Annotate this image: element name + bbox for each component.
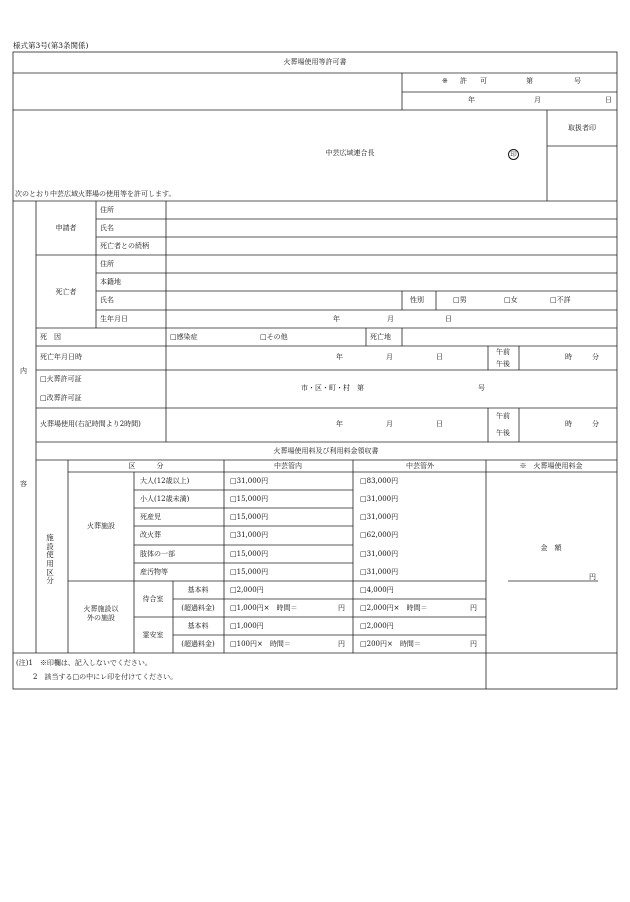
death-hour: 時 xyxy=(565,353,572,361)
amount-label: 金 額 xyxy=(540,544,562,552)
head-outside: 中芸管外 xyxy=(406,462,434,470)
row4-outside-checkbox[interactable]: □ 62,000円 xyxy=(360,532,398,539)
row5-inside-checkbox[interactable]: □ 15,000円 xyxy=(230,551,268,558)
death-pm: 午後 xyxy=(496,360,510,368)
death-datetime-label: 死亡年月日時 xyxy=(40,353,82,361)
permit-go: 号 xyxy=(574,77,581,85)
birth-month: 月 xyxy=(387,315,394,323)
use-year: 年 xyxy=(336,420,343,428)
amount-yen: 円 xyxy=(589,573,596,581)
authority-name: 中芸広域連合長 xyxy=(325,149,375,157)
waiting-excess-label: (超過料金) xyxy=(181,604,215,612)
sex-female-checkbox[interactable]: □ 女 xyxy=(504,297,518,304)
deceased-address-label: 住所 xyxy=(100,260,114,268)
sex-unknown-checkbox[interactable]: □ 不詳 xyxy=(550,297,571,304)
waiting-base-outside-checkbox[interactable]: □ 4,000円 xyxy=(360,587,394,594)
cause-other-checkbox[interactable]: □ その他 xyxy=(260,334,288,341)
row4-item: 改火葬 xyxy=(140,531,161,539)
mortuary-excess-outside-checkbox[interactable]: □ 200円× 時間＝ xyxy=(360,641,421,648)
head-category: 区 分 xyxy=(128,462,164,470)
head-inside: 中芸管内 xyxy=(274,462,302,470)
applicant-relation-label: 死亡者との続柄 xyxy=(100,242,149,250)
birth-day: 日 xyxy=(445,315,452,323)
deceased-name-label: 氏名 xyxy=(100,296,114,304)
sex-label: 性別 xyxy=(410,296,424,304)
uchi-label: 内 xyxy=(20,367,27,375)
row4-inside-checkbox[interactable]: □ 31,000円 xyxy=(230,532,268,539)
waiting-room-label: 待合室 xyxy=(142,595,164,603)
death-day: 日 xyxy=(436,353,443,361)
mortuary-excess-inside-yen: 円 xyxy=(338,640,345,648)
mortuary-excess-inside-checkbox[interactable]: □ 100円× 時間＝ xyxy=(230,641,291,648)
applicant-address-label: 住所 xyxy=(100,206,114,214)
row1-inside-checkbox[interactable]: □ 31,000円 xyxy=(230,478,268,485)
use-minute: 分 xyxy=(592,420,599,428)
fee-section-title: 火葬場使用料及び利用料金領収書 xyxy=(273,447,379,455)
death-place-label: 死亡地 xyxy=(370,333,391,341)
mortuary-excess-outside-yen: 円 xyxy=(470,640,477,648)
waiting-base-inside-checkbox[interactable]: □ 2,000円 xyxy=(230,587,264,594)
permit-year: 年 xyxy=(468,96,475,104)
note-1: (注)1 ※印欄は、記入しないでください。 xyxy=(16,659,152,667)
use-day: 日 xyxy=(436,420,443,428)
use-am: 午前 xyxy=(496,412,510,420)
row2-inside-checkbox[interactable]: □ 15,000円 xyxy=(230,496,268,503)
cause-infection-checkbox[interactable]: □ 感染症 xyxy=(170,334,198,341)
row5-item: 肢体の一部 xyxy=(140,550,175,558)
row2-item: 小人(12歳未満) xyxy=(140,495,190,503)
permit-ka: 可 xyxy=(480,77,487,85)
permit-day: 日 xyxy=(605,96,612,104)
permit-dai: 第 xyxy=(526,77,533,85)
row3-outside-checkbox[interactable]: □ 31,000円 xyxy=(360,514,398,521)
facility-class-label: 施設使用区分 xyxy=(46,533,54,586)
permit-mark: ※ xyxy=(442,77,448,85)
you-label: 容 xyxy=(20,480,27,488)
row3-item: 死産児 xyxy=(140,513,161,521)
sex-male-checkbox[interactable]: □ 男 xyxy=(453,297,467,304)
applicant-label: 申請者 xyxy=(55,224,77,232)
deceased-label: 死亡者 xyxy=(55,288,77,296)
row2-outside-checkbox[interactable]: □ 31,000円 xyxy=(360,496,398,503)
mortuary-base-inside-checkbox[interactable]: □ 1,000円 xyxy=(230,623,264,630)
cause-label: 死 因 xyxy=(40,333,61,341)
permit-kyo: 許 xyxy=(460,77,467,85)
use-label: 火葬場使用(右記時間より2時間) xyxy=(40,420,141,428)
seal-mark: 印 xyxy=(508,149,519,160)
birth-year: 年 xyxy=(333,315,340,323)
row6-inside-checkbox[interactable]: □ 15,000円 xyxy=(230,569,268,576)
permit-month: 月 xyxy=(534,96,541,104)
row6-item: 産汚物等 xyxy=(140,568,168,576)
form-title: 火葬場使用等許可書 xyxy=(283,58,347,66)
waiting-excess-inside-yen: 円 xyxy=(338,604,345,612)
city-line: 市・区・町・村 第 xyxy=(301,384,364,392)
cremation-permit-checkbox[interactable]: □ 火葬許可証 xyxy=(40,376,82,383)
applicant-name-label: 氏名 xyxy=(100,224,114,232)
row1-outside-checkbox[interactable]: □ 83,000円 xyxy=(360,478,398,485)
other-facility-label: 火葬施設以外の施設 xyxy=(83,605,119,623)
waiting-excess-outside-yen: 円 xyxy=(470,604,477,612)
row5-outside-checkbox[interactable]: □ 31,000円 xyxy=(360,551,398,558)
form-code: 様式第3号(第3条関係) xyxy=(13,41,89,50)
permit-statement: 次のとおり中芸広域火葬場の使用等を許可します。 xyxy=(15,190,176,198)
head-fee: ※ 火葬場使用料金 xyxy=(519,462,583,470)
row1-item: 大人(12歳以上) xyxy=(140,477,190,485)
permit-go-2: 号 xyxy=(478,384,485,392)
death-minute: 分 xyxy=(592,353,599,361)
birth-label: 生年月日 xyxy=(100,315,128,323)
mortuary-base-outside-checkbox[interactable]: □ 2,000円 xyxy=(360,623,394,630)
use-month: 月 xyxy=(386,420,393,428)
use-hour: 時 xyxy=(565,420,572,428)
note-2: 2 該当する□の中にレ印を付けてください。 xyxy=(33,673,178,681)
mortuary-label: 霊安室 xyxy=(142,631,164,639)
row6-outside-checkbox[interactable]: □ 31,000円 xyxy=(360,569,398,576)
cremation-facility-label: 火葬施設 xyxy=(87,522,115,530)
waiting-excess-outside-checkbox[interactable]: □ 2,000円× 時間＝ xyxy=(360,605,428,612)
death-month: 月 xyxy=(386,353,393,361)
waiting-base-label: 基本料 xyxy=(187,586,209,594)
handler-seal-label: 取扱者印 xyxy=(568,124,596,132)
death-am: 午前 xyxy=(496,348,510,356)
reburial-permit-checkbox[interactable]: □ 改葬許可証 xyxy=(40,395,82,402)
mortuary-base-label: 基本料 xyxy=(187,622,209,630)
death-year: 年 xyxy=(336,353,343,361)
row3-inside-checkbox[interactable]: □ 15,000円 xyxy=(230,514,268,521)
deceased-domicile-label: 本籍地 xyxy=(100,278,121,286)
waiting-excess-inside-checkbox[interactable]: □ 1,000円× 時間＝ xyxy=(230,605,298,612)
mortuary-excess-label: (超過料金) xyxy=(181,640,215,648)
use-pm: 午後 xyxy=(496,429,510,437)
